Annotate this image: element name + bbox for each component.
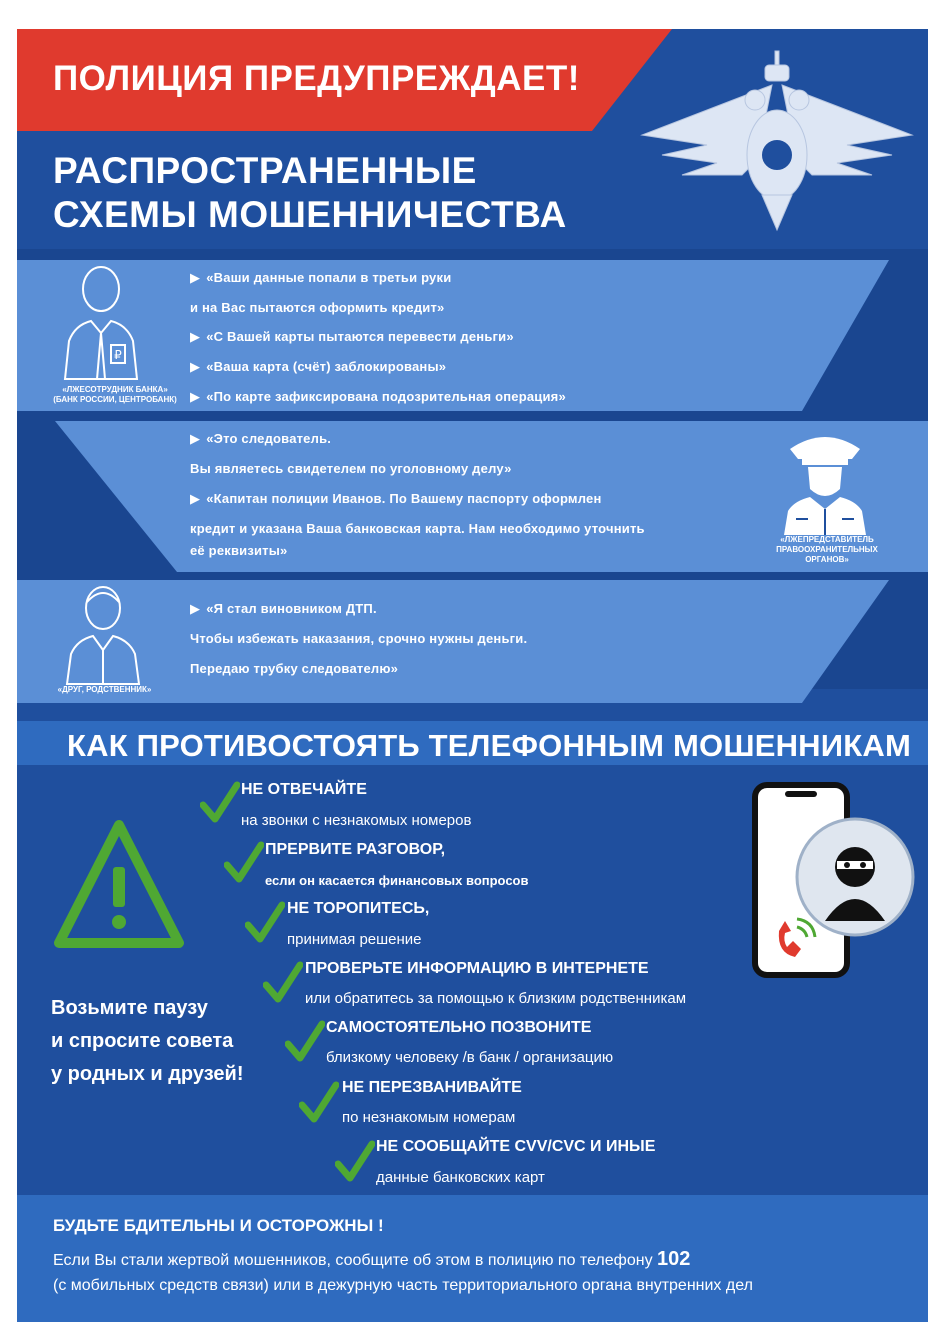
poster	[17, 29, 928, 1322]
relative-friend-icon	[63, 582, 143, 686]
scheme-3-bullet-1	[190, 601, 377, 617]
scheme-2-bullet-1-cont	[190, 461, 512, 476]
scheme-2-bullet-1	[190, 431, 331, 447]
bullet-text: её реквизиты»	[190, 543, 288, 558]
bullet-text: «Капитан полиции Иванов. По Вашему паспорту оформлен	[206, 491, 602, 506]
scheme-1-bullet-1-cont	[190, 300, 444, 315]
bullet-text: кредит и указана Ваша банковская карта. Нам необходимо уточнить	[190, 521, 645, 536]
scheme-2-caption	[767, 535, 887, 565]
scheme-3-bullet-1-cont2	[190, 661, 398, 676]
bullet-text: «Это следователь.	[206, 431, 332, 446]
bullet-text: Чтобы избежать наказания, срочно нужны деньги.	[190, 631, 528, 646]
caption-line: (БАНК РОССИИ, ЦЕНТРОБАНК)	[53, 395, 177, 404]
phone-scammer-icon	[751, 781, 921, 981]
tip-7-text: данные банковских карт	[376, 1169, 545, 1186]
headline-line-1: РАСПРОСТРАНЕННЫЕ	[53, 150, 477, 191]
bullet-text: «Ваша карта (счёт) заблокированы»	[206, 359, 447, 374]
scheme-1-bullet-2	[190, 329, 514, 345]
svg-text:₽: ₽	[114, 348, 122, 362]
section-2-title: КАК ПРОТИВОСТОЯТЬ ТЕЛЕФОННЫМ МОШЕННИКАМ	[67, 728, 911, 763]
tip-1-heading: НЕ ОТВЕЧАЙТЕ	[241, 781, 367, 798]
caption-line: ПРАВООХРАНИТЕЛЬНЫХ	[776, 545, 878, 554]
scheme-2-bullet-2-cont2	[190, 543, 288, 558]
tip-7-heading: НЕ СООБЩАЙТЕ CVV/CVC И ИНЫЕ	[376, 1138, 656, 1155]
pause-line-1: Возьмите паузу	[51, 997, 208, 1019]
tip-3-heading: НЕ ТОРОПИТЕСЬ,	[287, 900, 430, 917]
bullet-text: Передаю трубку следователю»	[190, 661, 399, 676]
police-phone-number: 102	[657, 1248, 691, 1270]
scheme-1-bullet-1	[190, 270, 451, 286]
bullet-text: «С Вашей карты пытаются перевести деньги»	[206, 329, 514, 344]
check-icon	[335, 1140, 375, 1184]
police-officer-icon	[780, 427, 870, 537]
bank-employee-icon	[61, 261, 141, 381]
check-icon	[200, 781, 240, 825]
bullet-text: «По карте зафиксирована подозрительная операция»	[206, 389, 566, 404]
tip-6-text: по незнакомым номерам	[342, 1109, 516, 1126]
footer-text	[53, 1247, 753, 1298]
bullet-arrow-icon: ▶	[190, 359, 201, 374]
scheme-3-bullet-1-cont	[190, 631, 527, 646]
bullet-arrow-icon: ▶	[190, 431, 201, 446]
tip-6-heading: НЕ ПЕРЕЗВАНИВАЙТЕ	[342, 1079, 522, 1096]
scheme-1-bullet-4	[190, 389, 566, 405]
bullet-arrow-icon: ▶	[190, 329, 201, 344]
tip-5-heading: САМОСТОЯТЕЛЬНО ПОЗВОНИТЕ	[326, 1019, 592, 1036]
bullet-text: Вы являетесь свидетелем по уголовному делу»	[190, 461, 512, 476]
check-icon	[263, 961, 303, 1005]
check-icon	[224, 841, 264, 885]
tip-4-heading: ПРОВЕРЬТЕ ИНФОРМАЦИЮ В ИНТЕРНЕТЕ	[305, 960, 649, 977]
bullet-text: «Я стал виновником ДТП.	[206, 601, 377, 616]
bullet-arrow-icon: ▶	[190, 601, 201, 616]
scheme-1-bullet-3	[190, 359, 446, 375]
headline-line-2: СХЕМЫ МОШЕННИЧЕСТВА	[53, 194, 567, 235]
bullet-text: и на Вас пытаются оформить кредит»	[190, 300, 445, 315]
pause-line-3: у родных и друзей!	[51, 1063, 244, 1085]
scheme-3-caption	[47, 685, 162, 695]
bullet-arrow-icon: ▶	[190, 270, 201, 285]
scheme-2-bullet-2-cont	[190, 521, 645, 536]
warning-title: ПОЛИЦИЯ ПРЕДУПРЕЖДАЕТ!	[53, 59, 580, 98]
tip-4-text: или обратитесь за помощью к близким родственникам	[305, 990, 687, 1007]
check-icon	[299, 1081, 339, 1125]
bullet-text: «Ваши данные попали в третьи руки	[206, 270, 452, 285]
footer-title: БУДЬТЕ БДИТЕЛЬНЫ И ОСТОРОЖНЫ !	[53, 1216, 384, 1235]
tip-2-heading: ПРЕРВИТЕ РАЗГОВОР,	[265, 841, 446, 858]
pause-line-2: и спросите совета	[51, 1030, 234, 1052]
bullet-arrow-icon: ▶	[190, 389, 201, 404]
tip-2-text: если он касается финансовых вопросов	[265, 873, 529, 888]
caption-line: ОРГАНОВ»	[805, 555, 849, 564]
footer-line-2: (с мобильных средств связи) или в дежурную часть территориального органа внутренних дел	[53, 1277, 753, 1294]
footer-line-1	[53, 1247, 753, 1273]
caption-line: «ДРУГ, РОДСТВЕННИК»	[57, 685, 152, 694]
tip-3-text: принимая решение	[287, 931, 422, 948]
footer-line-1-text: Если Вы стали жертвой мошенников, сообщите об этом в полицию по телефону	[53, 1252, 653, 1269]
scheme-1-caption	[45, 385, 185, 405]
check-icon	[285, 1020, 325, 1064]
pause-advice	[51, 992, 244, 1091]
bullet-arrow-icon: ▶	[190, 491, 201, 506]
check-icon	[245, 901, 285, 945]
scheme-bands	[17, 29, 928, 719]
scheme-2-bullet-2	[190, 491, 602, 507]
tip-1-text: на звонки с незнакомых номеров	[241, 812, 472, 829]
caption-line: «ЛЖЕСОТРУДНИК БАНКА»	[62, 385, 168, 394]
warning-triangle-icon	[53, 819, 185, 959]
tip-5-text: близкому человеку /в банк / организацию	[326, 1049, 614, 1066]
caption-line: «ЛЖЕПРЕДСТАВИТЕЛЬ	[780, 535, 874, 544]
